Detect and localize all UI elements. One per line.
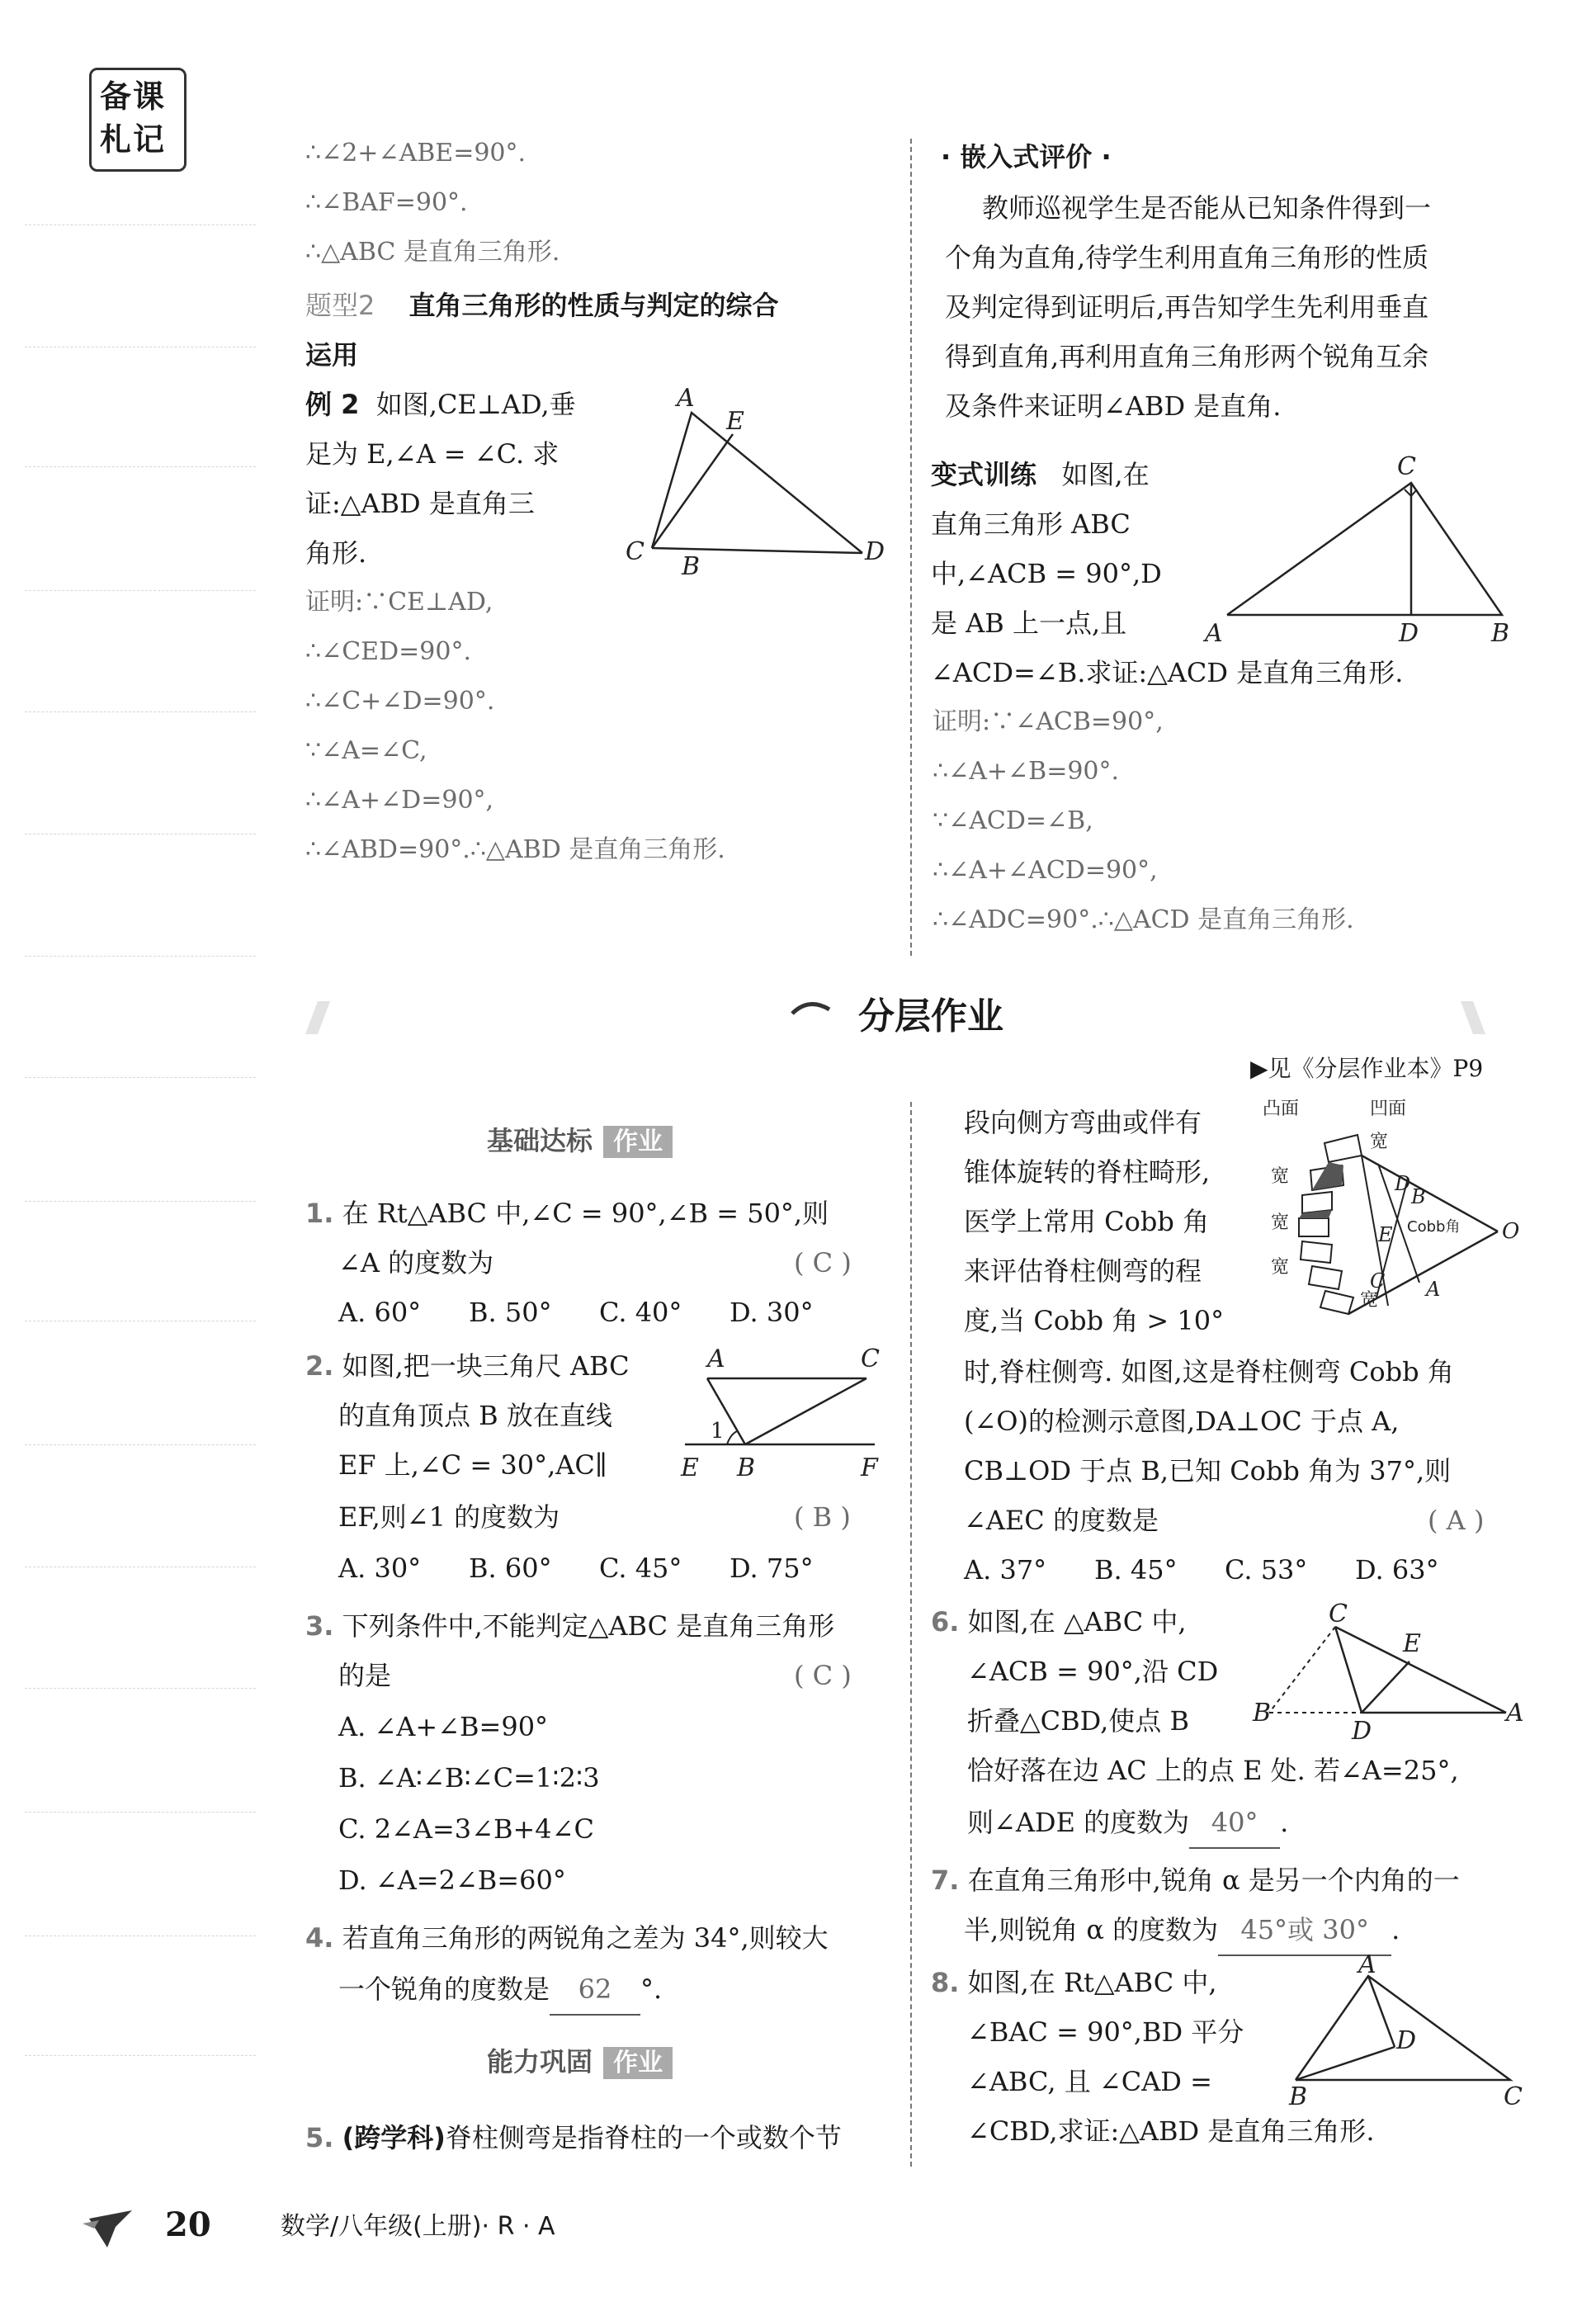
option: B. 60°	[469, 1553, 552, 1584]
option: A. 37°	[964, 1554, 1047, 1586]
proof-line: ∴∠C+∠D=90°.	[305, 687, 495, 716]
proof-line: 证明:∵∠ACB=90°,	[933, 707, 1164, 736]
proof-line: ∵∠A=∠C,	[305, 736, 427, 765]
question-5: 5. (跨学科)脊柱侧弯是指脊柱的一个或数个节	[305, 2122, 842, 2153]
svg-text:A: A	[1506, 1699, 1524, 1728]
option: D. 63°	[1355, 1554, 1439, 1586]
svg-text:B: B	[682, 552, 701, 581]
embedded-evaluation-title: · 嵌入式评价 ·	[941, 141, 1112, 173]
question-6-line: 则∠ADE 的度数为 40° .	[967, 1798, 1288, 1849]
proof-line: ∵∠ACD=∠B,	[933, 806, 1093, 835]
footer-logo-icon	[83, 2202, 140, 2252]
width-label: 宽	[1271, 1166, 1290, 1187]
svg-text:A: A	[707, 1345, 725, 1373]
question-4-blank[interactable]: 62	[550, 1964, 640, 2016]
page-number: 20	[165, 2205, 211, 2244]
notes-badge-line2: 札记	[100, 121, 167, 158]
column-divider-top	[910, 139, 912, 956]
question-2-answer: ( B )	[794, 1501, 851, 1533]
question-3-answer: ( C )	[794, 1660, 852, 1691]
homework-tag: 作业	[603, 1126, 673, 1158]
evaluation-text: 教师巡视学生是否能从已知条件得到一	[982, 192, 1432, 224]
question-2: 2. 如图,把一块三角尺 ABC	[305, 1350, 630, 1382]
width-label: 宽	[1271, 1212, 1290, 1233]
type-title: 直角三角形的性质与判定的综合	[408, 290, 779, 321]
variant-figure	[1201, 450, 1514, 652]
option: B. 45°	[1094, 1554, 1178, 1586]
variant-line: 中,∠ACB = 90°,D	[931, 558, 1162, 589]
question-5-line: 度,当 Cobb 角 > 10°	[964, 1305, 1225, 1336]
evaluation-text: 及判定得到证明后,再告知学生先利用垂直	[945, 291, 1429, 323]
svg-text:A: A	[1426, 1278, 1441, 1301]
option: D. ∠A=2∠B=60°	[338, 1865, 566, 1896]
svg-text:E: E	[1403, 1629, 1421, 1658]
question-4-line: 一个锐角的度数是 62 °.	[338, 1964, 662, 2016]
concave-label: 凹面	[1370, 1099, 1407, 1119]
question-8: 8. 如图,在 Rt△ABC 中,	[931, 1967, 1217, 1998]
example-2-line: 证:△ABD 是直角三	[305, 488, 535, 519]
variant-label: 变式训练	[931, 459, 1037, 490]
evaluation-text: 个角为直角,待学生利用直角三角形的性质	[945, 242, 1429, 273]
book-info: 数学/八年级(上册)· R · A	[281, 2212, 555, 2241]
question-1-answer: ( C )	[794, 1247, 852, 1279]
option: B. 50°	[469, 1297, 552, 1328]
svg-text:B: B	[1289, 2082, 1308, 2111]
svg-text:D: D	[1399, 619, 1419, 648]
basic-level-label: 基础达标 作业	[487, 1116, 673, 1165]
svg-text:D: D	[865, 537, 885, 566]
example-2-line: 例 2 如图,CE⊥AD,垂	[305, 389, 576, 420]
question-5-line: 段向侧方弯曲或伴有	[964, 1107, 1202, 1138]
option: A. 30°	[338, 1553, 422, 1584]
proof-line: ∴∠A+∠B=90°.	[933, 757, 1120, 786]
question-5-line: 时,脊柱侧弯. 如图,这是脊柱侧弯 Cobb 角	[964, 1356, 1454, 1387]
question-6-line: ∠ACB = 90°,沿 CD	[967, 1656, 1219, 1687]
proof-line: ∴∠CED=90°.	[305, 637, 471, 666]
question-6: 6. 如图,在 △ABC 中,	[931, 1606, 1187, 1638]
svg-text:1: 1	[711, 1419, 725, 1444]
option: B. ∠A∶∠B∶∠C=1∶2∶3	[338, 1762, 600, 1794]
svg-text:C: C	[861, 1345, 880, 1373]
svg-text:D: D	[1352, 1717, 1372, 1746]
column-divider-bottom	[910, 1102, 912, 2167]
variant-training-line: 变式训练 如图,在	[931, 459, 1150, 490]
question-6-figure	[1253, 1597, 1524, 1746]
proof-line: ∴△ABC 是直角三角形.	[305, 238, 560, 267]
variant-line: 是 AB 上一点,且	[931, 607, 1127, 639]
svg-text:A: A	[1205, 619, 1223, 648]
question-3-line: 的是	[338, 1660, 392, 1691]
svg-text:E: E	[1378, 1223, 1393, 1246]
proof-line: ∴∠2+∠ABE=90°.	[305, 139, 526, 168]
width-label: 宽	[1271, 1257, 1290, 1278]
notes-badge	[89, 68, 187, 172]
type-title-cont: 运用	[305, 339, 359, 371]
example-2-line: 角形.	[305, 537, 367, 569]
question-5-line: ∠AEC 的度数是	[964, 1505, 1159, 1536]
svg-text:B: B	[1411, 1185, 1426, 1208]
question-7-blank[interactable]: 45°或 30°	[1218, 1905, 1391, 1956]
question-1-line: ∠A 的度数为	[338, 1247, 494, 1279]
type-label: 题型2	[305, 290, 375, 321]
option: D. 75°	[730, 1553, 814, 1584]
question-2-figure	[673, 1345, 887, 1486]
svg-text:E: E	[726, 407, 744, 436]
question-2-line: EF 上,∠C = 30°,AC∥	[338, 1449, 607, 1481]
svg-text:O: O	[1502, 1219, 1520, 1244]
question-8-figure	[1279, 1950, 1527, 2111]
question-5-line: (∠O)的检测示意图,DA⊥OC 于点 A,	[964, 1406, 1400, 1437]
question-8-line: ∠ABC, 且 ∠CAD =	[967, 2066, 1212, 2097]
svg-text:C: C	[1370, 1269, 1386, 1293]
option: C. 53°	[1225, 1554, 1308, 1586]
proof-line: ∴∠A+∠ACD=90°,	[933, 856, 1158, 885]
evaluation-text: 得到直角,再利用直角三角形两个锐角互余	[945, 341, 1429, 372]
option: C. 45°	[599, 1553, 682, 1584]
width-label: 宽	[1370, 1132, 1389, 1152]
variant-line: 直角三角形 ABC	[931, 508, 1131, 540]
svg-text:B: B	[1253, 1699, 1272, 1728]
question-6-line: 折叠△CBD,使点 B	[967, 1705, 1189, 1737]
section-title: 分层作业	[858, 995, 1003, 1037]
option: D. 30°	[730, 1297, 814, 1328]
svg-text:C: C	[1504, 2082, 1523, 2111]
notes-badge-line1: 备课	[100, 78, 167, 115]
question-2-line: 的直角顶点 B 放在直线	[338, 1400, 612, 1431]
question-7-line: 半,则锐角 α 的度数为 45°或 30° .	[964, 1905, 1400, 1956]
svg-text:E: E	[681, 1453, 699, 1482]
svg-text:C: C	[1329, 1600, 1348, 1628]
option: A. 60°	[338, 1297, 422, 1328]
option: A. ∠A+∠B=90°	[338, 1711, 549, 1742]
question-8-line: ∠BAC = 90°,BD 平分	[967, 2016, 1244, 2048]
proof-line: ∴∠A+∠D=90°,	[305, 786, 494, 815]
proof-line: ∴∠BAF=90°.	[305, 188, 468, 217]
svg-text:D: D	[1395, 1172, 1411, 1195]
question-4: 4. 若直角三角形的两锐角之差为 34°,则较大	[305, 1922, 829, 1954]
example-2-figure	[619, 380, 891, 581]
question-5-line: 锥体旋转的脊柱畸形,	[964, 1156, 1211, 1188]
question-8-line: ∠CBD,求证:△ABD 是直角三角形.	[967, 2115, 1375, 2147]
proof-line: ∴∠ABD=90°.∴△ABD 是直角三角形.	[305, 835, 725, 864]
proof-line: ∴∠ADC=90°.∴△ACD 是直角三角形.	[933, 905, 1354, 934]
svg-text:A: A	[1358, 1950, 1376, 1979]
question-5-line: 来评估脊柱侧弯的程	[964, 1255, 1202, 1287]
homework-book-reference: ▶见《分层作业本》P9	[1250, 1055, 1484, 1082]
option: C. 40°	[599, 1297, 682, 1328]
svg-text:C: C	[626, 537, 645, 566]
question-6-line: 恰好落在边 AC 上的点 E 处. 若∠A=25°,	[967, 1755, 1459, 1786]
ability-level-label: 能力巩固 作业	[487, 2037, 673, 2087]
question-5-line: 医学上常用 Cobb 角	[964, 1206, 1210, 1237]
svg-text:C: C	[1397, 452, 1416, 481]
cobb-angle-label: Cobb角	[1407, 1218, 1461, 1236]
type-2-heading	[305, 281, 778, 330]
evaluation-text: 及条件来证明∠ABD 是直角.	[945, 390, 1282, 422]
cobb-angle-figure	[1246, 1089, 1518, 1329]
question-6-blank[interactable]: 40°	[1189, 1798, 1280, 1849]
svg-text:B: B	[1491, 619, 1510, 648]
width-label: 宽	[1360, 1290, 1379, 1311]
question-3: 3. 下列条件中,不能判定△ABC 是直角三角形	[305, 1610, 835, 1642]
convex-label: 凸面	[1263, 1099, 1300, 1119]
svg-text:D: D	[1396, 2026, 1417, 2055]
proof-line: 证明:∵CE⊥AD,	[305, 588, 493, 617]
svg-text:F: F	[861, 1453, 878, 1482]
variant-line: ∠ACD=∠B.求证:△ACD 是直角三角形.	[931, 657, 1404, 688]
svg-text:B: B	[737, 1453, 756, 1482]
example-label: 例 2	[305, 389, 360, 420]
svg-text:A: A	[677, 384, 695, 413]
question-7: 7. 在直角三角形中,锐角 α 是另一个内角的一	[931, 1865, 1460, 1896]
option: C. 2∠A=3∠B+4∠C	[338, 1813, 594, 1845]
question-1: 1. 在 Rt△ABC 中,∠C = 90°,∠B = 50°,则	[305, 1198, 829, 1229]
question-5-line: CB⊥OD 于点 B,已知 Cobb 角为 37°,则	[964, 1455, 1452, 1486]
question-5-answer: ( A )	[1428, 1505, 1485, 1536]
example-2-line: 足为 E,∠A = ∠C. 求	[305, 438, 560, 470]
question-2-line: EF,则∠1 的度数为	[338, 1501, 560, 1533]
homework-tag: 作业	[603, 2047, 673, 2079]
